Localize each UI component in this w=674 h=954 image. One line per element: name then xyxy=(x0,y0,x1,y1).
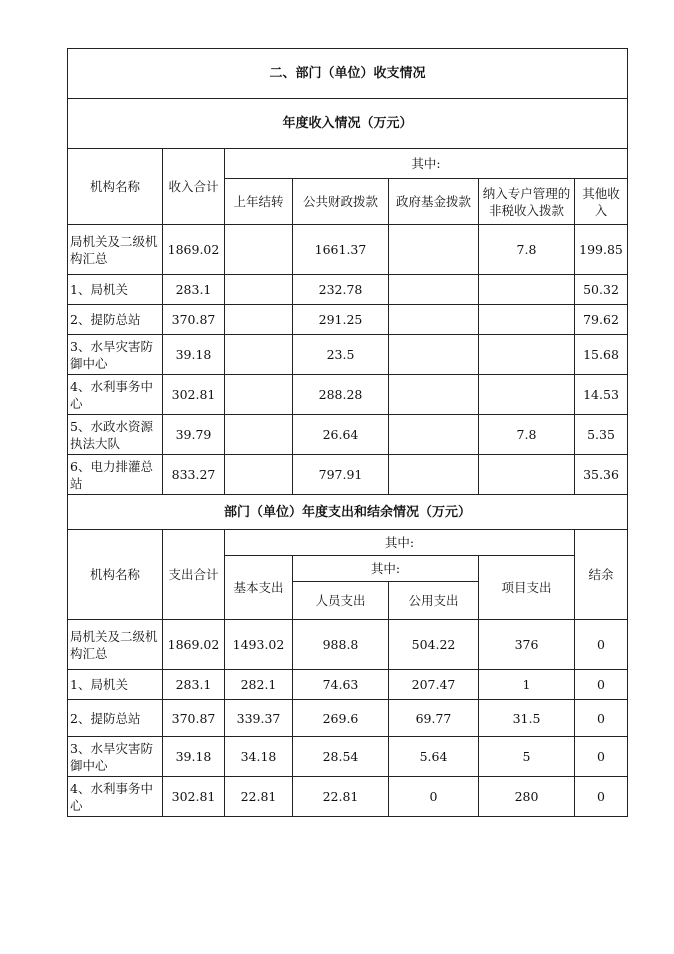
org-name: 局机关及二级机构汇总 xyxy=(68,620,163,670)
income-gov-fund xyxy=(389,305,479,335)
org-name: 4、水利事务中心 xyxy=(68,375,163,415)
org-name: 4、水利事务中心 xyxy=(68,777,163,817)
expense-header-total: 支出合计 xyxy=(163,530,225,620)
income-non-tax: 7.8 xyxy=(479,415,575,455)
income-total: 833.27 xyxy=(163,455,225,495)
income-other: 50.32 xyxy=(575,275,628,305)
income-header-total: 收入合计 xyxy=(163,149,225,225)
income-header-carryover: 上年结转 xyxy=(225,179,293,225)
expense-balance: 0 xyxy=(575,737,628,777)
expense-public-use: 0 xyxy=(389,777,479,817)
income-total: 39.18 xyxy=(163,335,225,375)
income-other: 5.35 xyxy=(575,415,628,455)
table-row xyxy=(68,620,628,670)
income-other: 79.62 xyxy=(575,305,628,335)
expense-balance: 0 xyxy=(575,620,628,670)
income-non-tax xyxy=(479,305,575,335)
expense-basic: 34.18 xyxy=(225,737,293,777)
income-total: 1869.02 xyxy=(163,225,225,275)
table-row xyxy=(68,305,628,335)
income-total: 370.87 xyxy=(163,305,225,335)
table-row xyxy=(68,700,628,737)
income-carryover xyxy=(225,225,293,275)
expense-title: 部门（单位）年度支出和结余情况（万元） xyxy=(68,495,628,530)
income-public-finance: 1661.37 xyxy=(293,225,389,275)
income-total: 283.1 xyxy=(163,275,225,305)
income-public-finance: 26.64 xyxy=(293,415,389,455)
table-row xyxy=(68,375,628,415)
expense-personnel: 988.8 xyxy=(293,620,389,670)
income-non-tax xyxy=(479,375,575,415)
income-public-finance: 232.78 xyxy=(293,275,389,305)
table-row xyxy=(68,225,628,275)
table-row xyxy=(68,335,628,375)
income-header-name: 机构名称 xyxy=(68,149,163,225)
income-other: 14.53 xyxy=(575,375,628,415)
org-name: 1、局机关 xyxy=(68,670,163,700)
expense-personnel: 74.63 xyxy=(293,670,389,700)
income-public-finance: 291.25 xyxy=(293,305,389,335)
income-gov-fund xyxy=(389,225,479,275)
table-row xyxy=(68,670,628,700)
table-row xyxy=(68,455,628,495)
income-public-finance: 797.91 xyxy=(293,455,389,495)
income-non-tax: 7.8 xyxy=(479,225,575,275)
expense-project: 1 xyxy=(479,670,575,700)
expense-total: 39.18 xyxy=(163,737,225,777)
expense-project: 376 xyxy=(479,620,575,670)
expense-project: 31.5 xyxy=(479,700,575,737)
expense-header-basic: 基本支出 xyxy=(225,556,293,620)
expense-project: 5 xyxy=(479,737,575,777)
table-row xyxy=(68,415,628,455)
income-rows xyxy=(68,225,628,495)
expense-basic: 339.37 xyxy=(225,700,293,737)
income-gov-fund xyxy=(389,455,479,495)
expense-basic: 22.81 xyxy=(225,777,293,817)
expense-public-use: 5.64 xyxy=(389,737,479,777)
expense-total: 283.1 xyxy=(163,670,225,700)
expense-header-balance: 结余 xyxy=(575,530,628,620)
expense-balance: 0 xyxy=(575,777,628,817)
expense-personnel: 22.81 xyxy=(293,777,389,817)
org-name: 2、提防总站 xyxy=(68,700,163,737)
income-non-tax xyxy=(479,455,575,495)
section-title: 二、部门（单位）收支情况 xyxy=(68,49,628,99)
income-header-public-finance: 公共财政拨款 xyxy=(293,179,389,225)
budget-table xyxy=(67,48,628,817)
income-non-tax xyxy=(479,335,575,375)
expense-balance: 0 xyxy=(575,670,628,700)
income-carryover xyxy=(225,305,293,335)
income-carryover xyxy=(225,455,293,495)
income-gov-fund xyxy=(389,335,479,375)
expense-header-among-inner: 其中: xyxy=(293,556,479,582)
expense-balance: 0 xyxy=(575,700,628,737)
expense-total: 1869.02 xyxy=(163,620,225,670)
income-title: 年度收入情况（万元） xyxy=(68,99,628,149)
org-name: 5、水政水资源执法大队 xyxy=(68,415,163,455)
expense-total: 302.81 xyxy=(163,777,225,817)
income-header-other: 其他收入 xyxy=(575,179,628,225)
income-carryover xyxy=(225,335,293,375)
expense-header-name: 机构名称 xyxy=(68,530,163,620)
expense-total: 370.87 xyxy=(163,700,225,737)
expense-header-project: 项目支出 xyxy=(479,556,575,620)
org-name: 1、局机关 xyxy=(68,275,163,305)
income-header-non-tax: 纳入专户管理的非税收入拨款 xyxy=(479,179,575,225)
org-name: 3、水旱灾害防御中心 xyxy=(68,335,163,375)
income-total: 39.79 xyxy=(163,415,225,455)
expense-header-personnel: 人员支出 xyxy=(293,582,389,620)
expense-public-use: 69.77 xyxy=(389,700,479,737)
income-carryover xyxy=(225,275,293,305)
expense-public-use: 207.47 xyxy=(389,670,479,700)
income-public-finance: 23.5 xyxy=(293,335,389,375)
income-total: 302.81 xyxy=(163,375,225,415)
table-row xyxy=(68,275,628,305)
expense-rows xyxy=(68,620,628,817)
income-header-gov-fund: 政府基金拨款 xyxy=(389,179,479,225)
expense-public-use: 504.22 xyxy=(389,620,479,670)
expense-basic: 282.1 xyxy=(225,670,293,700)
income-gov-fund xyxy=(389,375,479,415)
income-carryover xyxy=(225,375,293,415)
expense-basic: 1493.02 xyxy=(225,620,293,670)
org-name: 2、提防总站 xyxy=(68,305,163,335)
income-carryover xyxy=(225,415,293,455)
income-other: 199.85 xyxy=(575,225,628,275)
org-name: 3、水旱灾害防御中心 xyxy=(68,737,163,777)
expense-personnel: 269.6 xyxy=(293,700,389,737)
expense-personnel: 28.54 xyxy=(293,737,389,777)
org-name: 局机关及二级机构汇总 xyxy=(68,225,163,275)
income-gov-fund xyxy=(389,275,479,305)
income-header-among: 其中: xyxy=(225,149,628,179)
table-row xyxy=(68,777,628,817)
income-gov-fund xyxy=(389,415,479,455)
income-public-finance: 288.28 xyxy=(293,375,389,415)
income-other: 15.68 xyxy=(575,335,628,375)
income-other: 35.36 xyxy=(575,455,628,495)
expense-header-among: 其中: xyxy=(225,530,575,556)
table-row xyxy=(68,737,628,777)
expense-project: 280 xyxy=(479,777,575,817)
expense-header-public-use: 公用支出 xyxy=(389,582,479,620)
income-non-tax xyxy=(479,275,575,305)
org-name: 6、电力排灌总站 xyxy=(68,455,163,495)
